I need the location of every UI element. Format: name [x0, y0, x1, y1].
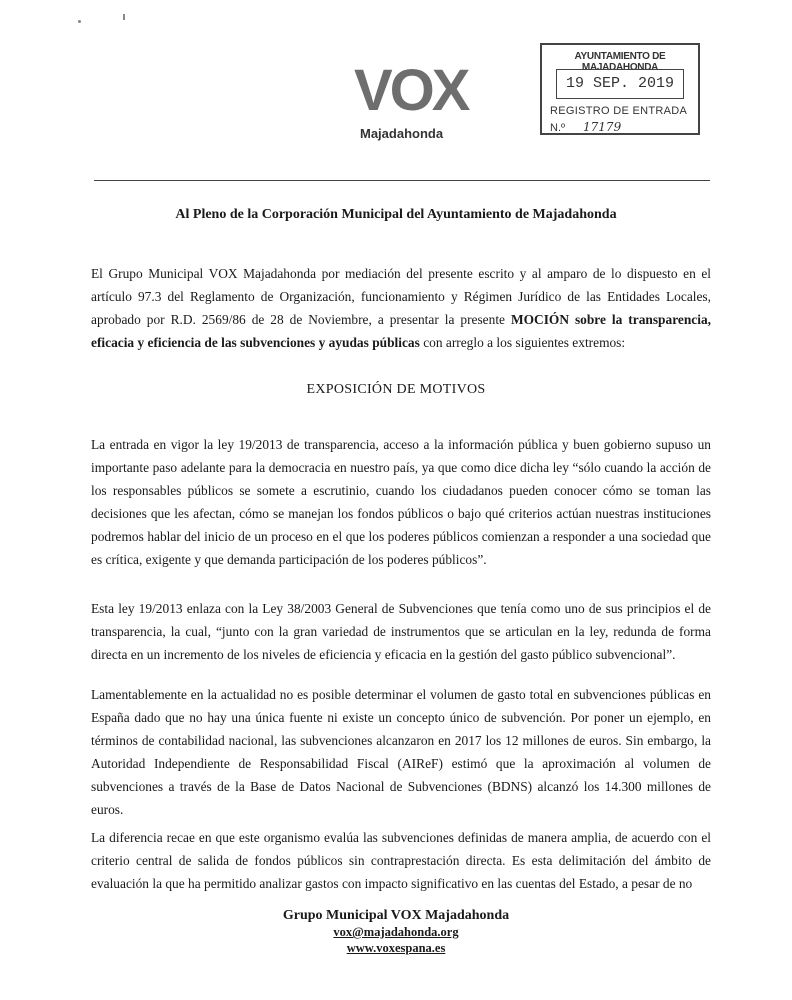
body-paragraph-2: Esta ley 19/2013 enlaza con la Ley 38/2003 General de Subvenciones que tenía como uno de sus principios el de transparencia, la cual, “junto con la gran variedad de instrumentos que se articulan en la ley, redunda de forma directa en un incremento de los niveles de eficiencia y eficacia en la gestión del gasto público subvencional”. [91, 601, 711, 662]
logo-subtitle: Majadahonda [360, 126, 444, 141]
footer-group-name: Grupo Municipal VOX Majadahonda [282, 908, 510, 923]
addressee-heading: Al Pleno de la Corporación Municipal del Ayuntamiento de Majadahonda [175, 207, 617, 222]
scan-speck [123, 14, 125, 20]
footer-website-link[interactable]: www.voxespana.es [346, 941, 446, 955]
stamp-date: 19 SEP. 2019 [556, 69, 684, 99]
body-paragraph-1: La entrada en vigor la ley 19/2013 de transparencia, acceso a la información pública y buen gobierno supuso un importante paso adelante para la democracia en nuestro país, ya que como dice dicha ley “sólo cuando la acción de los responsables públicos se somete a escrutinio, cuando los ciudadanos pueden conocer cómo se toman las decisiones que les afectan, cómo se manejan los fondos públicos o bajo qué criterios actúan nuestras instituciones podremos hablar del inicio de un proceso en el que los poderes públicos comienzan a responder a una sociedad que es crítica, exigente y que demanda participación de los poderes públicos”. [91, 437, 711, 567]
logo-word: VOX [354, 58, 468, 123]
footer-email-link[interactable]: vox@majadahonda.org [333, 925, 459, 939]
vox-logo [354, 58, 474, 141]
stamp-number [550, 120, 621, 134]
stamp-number-value: 17179 [583, 120, 622, 134]
stamp-registry-label: REGISTRO DE ENTRADA [550, 105, 688, 117]
intro-tail: con arreglo a los siguientes extremos: [423, 335, 626, 350]
body-paragraph-4: La diferencia recae en que este organismo evalúa las subvenciones definidas de manera amplia, de acuerdo con el criterio central de salida de fondos públicos sin contraprestación directa. Es esta delimitación del ámbito de evaluación la que ha permitido analizar gastos con impacto significativo en las cuentas del Estado, a pesar de no [91, 830, 711, 891]
registry-stamp [540, 43, 700, 135]
section-title: EXPOSICIÓN DE MOTIVOS [306, 382, 486, 397]
header-divider [94, 180, 710, 181]
footer [0, 908, 792, 956]
intro-paragraph [91, 262, 711, 354]
stamp-title: AYUNTAMIENTO DE MAJADAHONDA [574, 51, 666, 73]
scan-speck [78, 20, 81, 23]
body-paragraph-3: Lamentablemente en la actualidad no es posible determinar el volumen de gasto total en subvenciones públicas en España dado que no hay una única fuente ni existe un concepto único de subvención. Por poner un ejemplo, en términos de contabilidad nacional, las subvenciones alcanzaron en 2017 los 12 millones de euros. Sin embargo, la Autoridad Independiente de Responsabilidad Fiscal (AIReF) estimó que la aproximación al volumen de subvenciones a través de la Base de Datos Nacional de Subvenciones (BDNS) alcanzó los 14.300 millones de euros. [91, 687, 711, 817]
motion-title: MOCIÓN sobre la transparencia, eficacia y eficiencia de las subvenciones y ayudas públicas [91, 312, 711, 350]
intro-lead: El Grupo Municipal VOX Majadahonda por mediación del presente escrito y al amparo de lo dispuesto en el artículo 97.3 del Reglamento de Organización, funcionamiento y Régimen Jurídico de las Entidades Locales, aprobado por R.D. 2569/86 de 28 de Noviembre, a presentar la presente [91, 266, 711, 327]
stamp-number-label: N.º [550, 122, 566, 134]
